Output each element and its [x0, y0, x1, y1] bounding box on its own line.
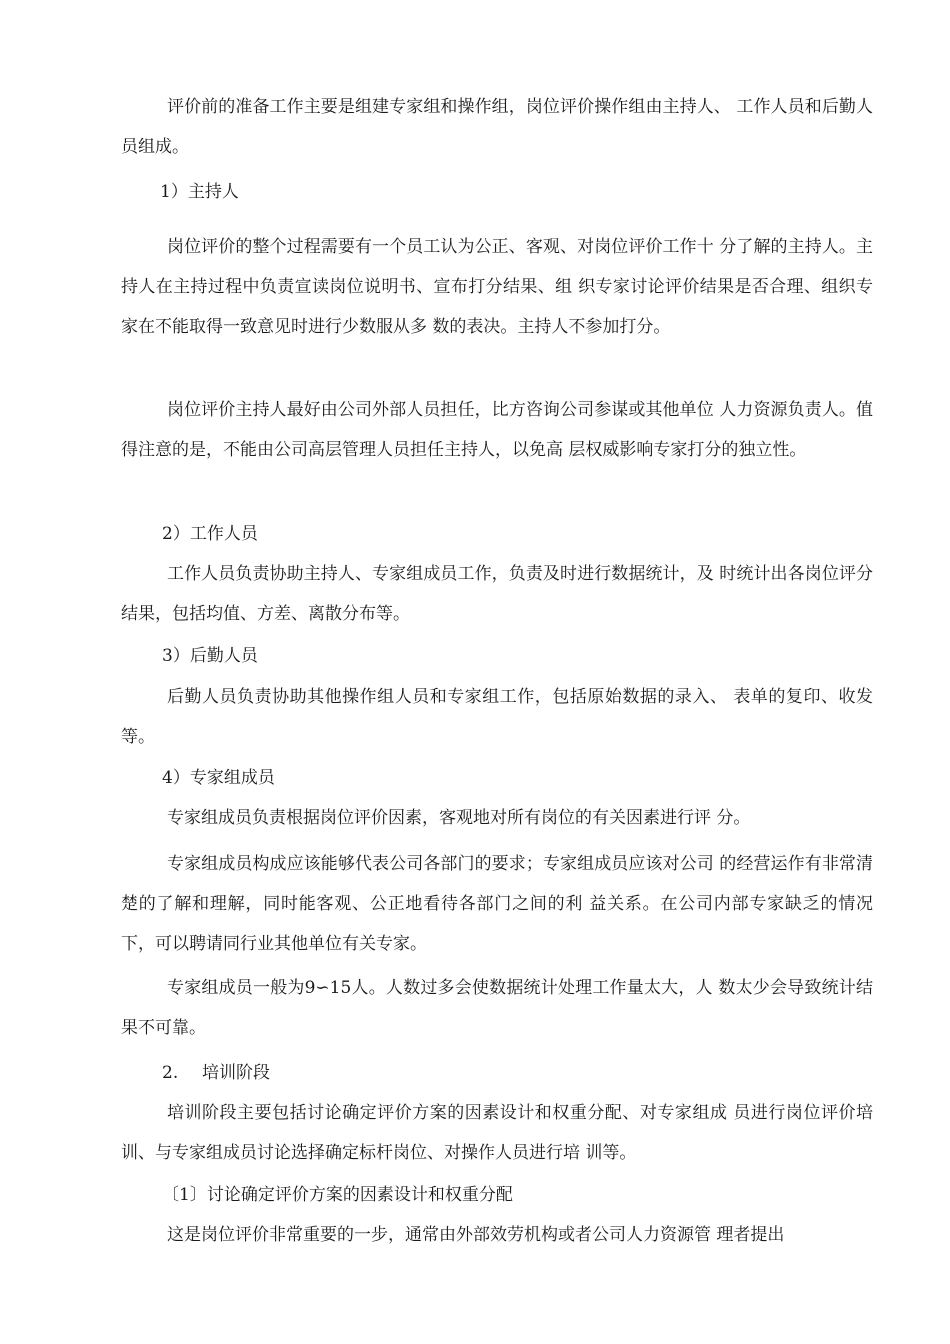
heading-experts: 4）专家组成员	[162, 768, 275, 788]
paragraph-experts-role: 专家组成员负责根据岗位评价因素，客观地对所有岗位的有关因素进行评 分。	[167, 808, 751, 828]
paragraph-host-role: 岗位评价的整个过程需要有一个员工认为公正、客观、对岗位评价工作十 分了解的主持人。主持人在主持过程中负责宣读岗位说明书、宣布打分结果、组 织专家讨论评价结果是否合理、组织专家在不能取得一致意见时进行少数服从多 数的表决。主持人不参加打分。	[121, 237, 873, 337]
paragraph-staff-role: 工作人员负责协助主持人、专家组成员工作，负责及时进行数据统计，及 时统计出各岗位评分结果，包括均值、方差、离散分布等。	[121, 564, 873, 624]
heading-training-text: 培训阶段	[202, 1063, 270, 1083]
paragraph-logistics-role: 后勤人员负责协助其他操作组人员和专家组工作，包括原始数据的录入、 表单的复印、收发等。	[121, 687, 873, 747]
paragraph-factor-design: 这是岗位评价非常重要的一步，通常由外部效劳机构或者公司人力资源管 理者提出	[167, 1225, 785, 1245]
heading-host: 1）主持人	[160, 182, 239, 202]
paragraph-host-selection: 岗位评价主持人最好由公司外部人员担任，比方咨询公司参谋或其他单位 人力资源负责人。值得注意的是，不能由公司高层管理人员担任主持人，以免高 层权威影响专家打分的独立性。	[121, 400, 873, 460]
heading-factor-design: 〔1〕讨论确定评价方案的因素设计和权重分配	[162, 1185, 513, 1205]
heading-training-stage	[162, 1058, 270, 1088]
heading-logistics: 3）后勤人员	[162, 646, 258, 666]
heading-staff: 2）工作人员	[162, 524, 258, 544]
paragraph-experts-count: 专家组成员一般为9∽15人。人数过多会使数据统计处理工作量太大，人 数太少会导致统计结果不可靠。	[121, 978, 873, 1038]
heading-training-number: 2.	[162, 1063, 179, 1083]
paragraph-experts-composition: 专家组成员构成应该能够代表公司各部门的要求；专家组成员应该对公司 的经营运作有非常清楚的了解和理解，同时能客观、公正地看待各部门之间的利 益关系。在公司内部专家缺乏的情况下，可以聘请同行业其他单位有关专家。	[121, 854, 873, 954]
paragraph-preparation: 评价前的准备工作主要是组建专家组和操作组，岗位评价操作组由主持人、 工作人员和后勤人员组成。	[121, 97, 873, 157]
paragraph-training-content: 培训阶段主要包括讨论确定评价方案的因素设计和权重分配、对专家组成 员进行岗位评价培训、与专家组成员讨论选择确定标杆岗位、对操作人员进行培 训等。	[121, 1103, 873, 1163]
